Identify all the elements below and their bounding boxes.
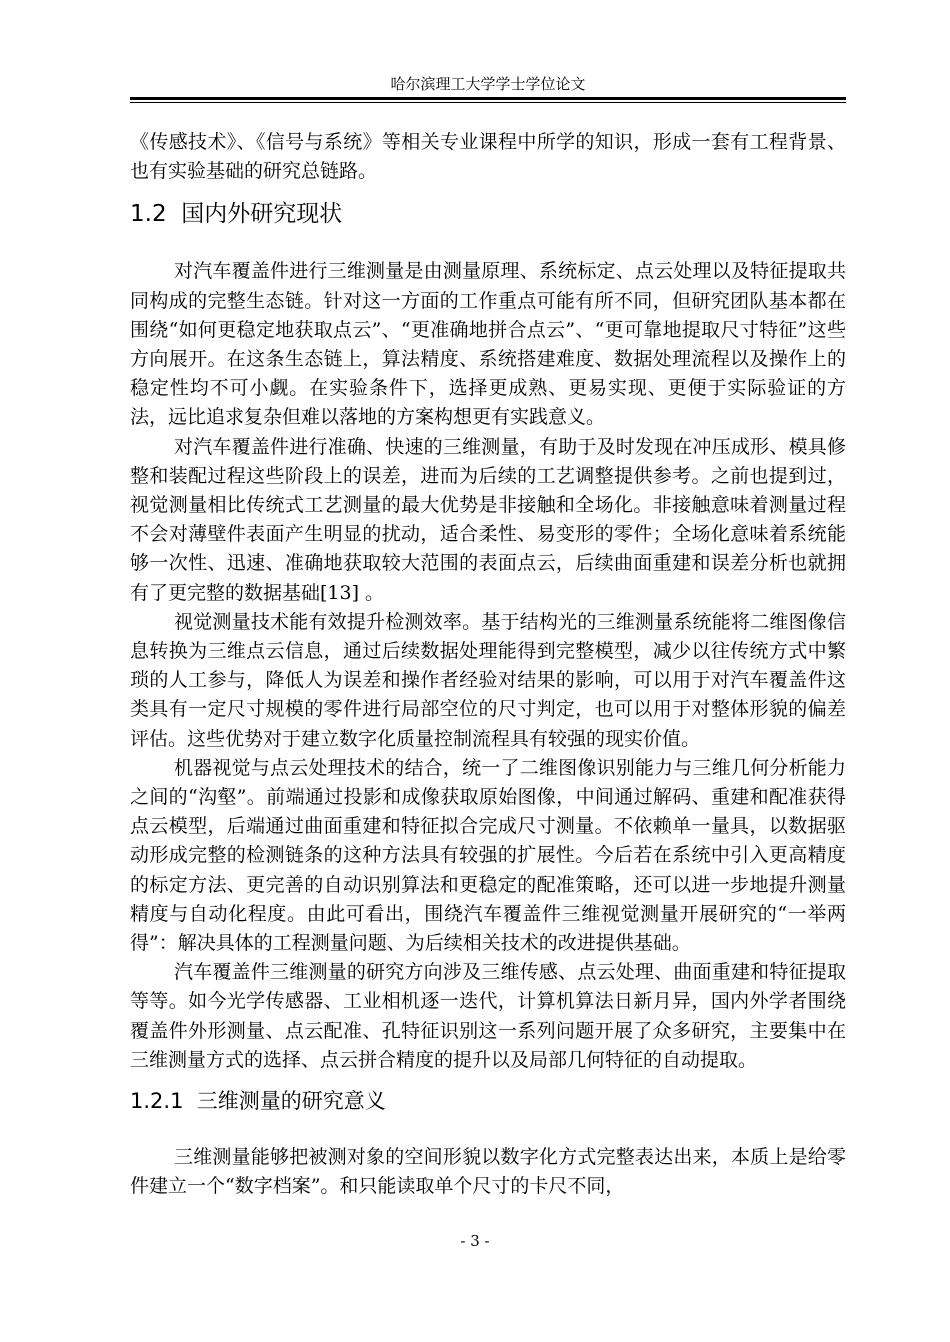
paragraph-5: 汽车覆盖件三维测量的研究方向涉及三维传感、点云处理、曲面重建和特征提取等等。如今光学传感器、工业相机逐一迭代，计算机算法日新月异，国内外学者围绕覆盖件外形测量、点云配准、孔特征识别这一系列问题开展了众多研究，主要集中在三维测量方式的选择、点云拼合精度的提升以及局部几何特征的自动提取。 [130, 961, 846, 1071]
header-rule-thin [130, 102, 846, 103]
paragraph-2: 对汽车覆盖件进行准确、快速的三维测量，有助于及时发现在冲压成形、模具修整和装配过程这些阶段上的误差，进而为后续的工艺调整提供参考。之前也提到过，视觉测量相比传统式工艺测量的最大优势是非接触和全场化。非接触意味着测量过程不会对薄壁件表面产生明显的扰动，适合柔性、易变形的零件；全场化意味着系统能够一次性、迅速、准确地获取较大范围的表面点云，后续曲面重建和误差分析也就拥有了更完整的数据基础[13] 。 [130, 435, 846, 604]
running-header: 哈尔滨理工大学学士学位论文 [390, 75, 586, 93]
paragraph-6: 三维测量能够把被测对象的空间形貌以数字化方式完整表达出来，本质上是给零件建立一个“数字档案”。和只能读取单个尺寸的卡尺不同， [130, 1146, 846, 1198]
section-heading-1-2: 1.2 国内外研究现状 [130, 201, 343, 228]
page-body [130, 128, 846, 1202]
paragraph-intro-continuation: 《传感技术》、《信号与系统》等相关专业课程中所学的知识，形成一套有工程背景、也有实验基础的研究总链路。 [130, 131, 846, 183]
paragraph-1: 对汽车覆盖件进行三维测量是由测量原理、系统标定、点云处理以及特征提取共同构成的完整生态链。针对这一方面的工作重点可能有所不同，但研究团队基本都在围绕“如何更稳定地获取点云”、“更准确地拼合点云”、“更可靠地提取尺寸特征”这些方向展开。在这条生态链上，算法精度、系统搭建难度、数据处理流程以及操作上的稳定性均不可小觑。在实验条件下，选择更成熟、更易实现、更便于实际验证的方法，远比追求复杂但难以落地的方案构想更有实践意义。 [130, 260, 846, 429]
page-number: - 3 - [460, 1232, 490, 1250]
paragraph-4: 机器视觉与点云处理技术的结合，统一了二维图像识别能力与三维几何分析能力之间的“沟壑”。前端通过投影和成像获取原始图像，中间通过解码、重建和配准获得点云模型，后端通过曲面重建和特征拟合完成尺寸测量。不依赖单一量具，以数据驱动形成完整的检测链条的这种方法具有较强的扩展性。今后若在系统中引入更高精度的标定方法、更完善的自动识别算法和更稳定的配准策略，还可以进一步地提升测量精度与自动化程度。由此可看出，围绕汽车覆盖件三维视觉测量开展研究的“一举两得”：解决具体的工程测量问题、为后续相关技术的改进提供基础。 [130, 756, 846, 955]
header-rule-thick [130, 97, 846, 100]
subsection-heading-1-2-1: 1.2.1 三维测量的研究意义 [130, 1089, 386, 1114]
paragraph-3: 视觉测量技术能有效提升检测效率。基于结构光的三维测量系统能将二维图像信息转换为三维点云信息，通过后续数据处理能得到完整模型，减少以往传统方式中繁琐的人工参与，降低人为误差和操作者经验对结果的影响，可以用于对汽车覆盖件这类具有一定尺寸规模的零件进行局部空位的尺寸判定，也可以用于对整体形貌的偏差评估。这些优势对于建立数字化质量控制流程具有较强的现实价值。 [130, 610, 846, 750]
